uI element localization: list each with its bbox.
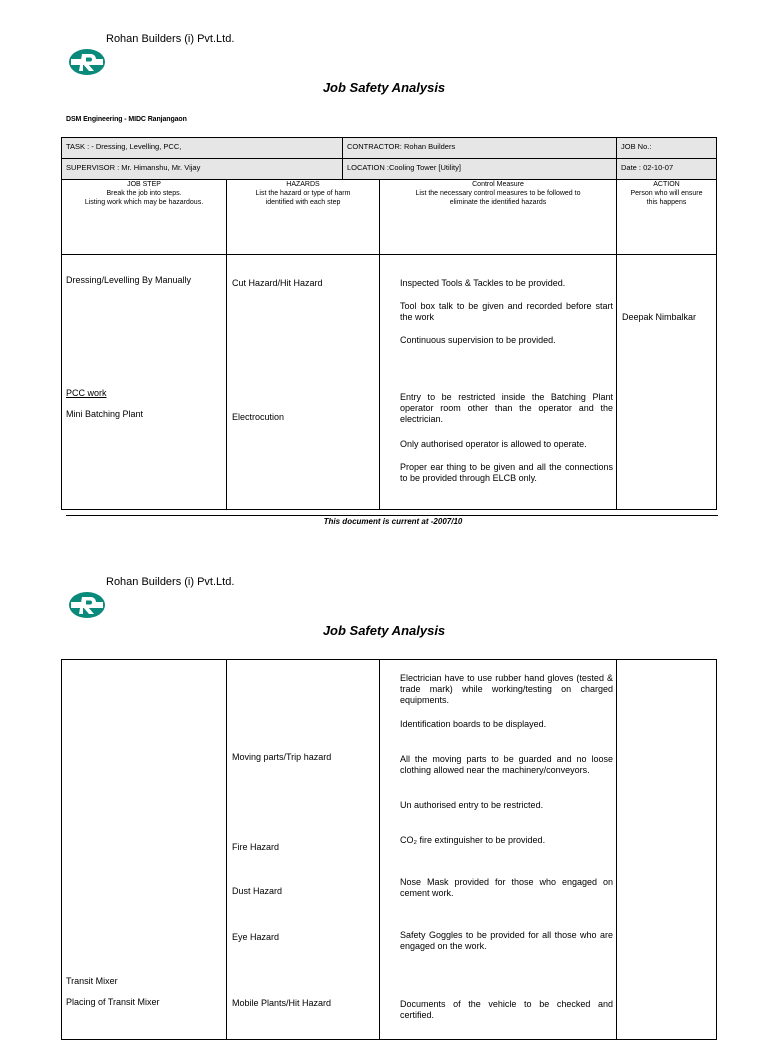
control-nose-mask: Nose Mask provided for those who engaged on cement work. (400, 877, 613, 898)
hazard-eye: Eye Hazard (232, 932, 280, 942)
hazard-moving-parts: Moving parts/Trip hazard (232, 752, 332, 762)
supervisor-cell: SUPERVISOR : Mr. Himanshu, Mr. Vijay (62, 159, 343, 180)
company-logo-page2 (68, 591, 106, 619)
footer-divider (66, 515, 718, 516)
hazard-cell (227, 255, 380, 510)
column-header-job-step: JOB STEP Break the job into steps. Listing work which may be hazardous. (62, 180, 227, 255)
location-cell: LOCATION :Cooling Tower [Utility] (343, 159, 617, 180)
company-name-page2: Rohan Builders (i) Pvt.Ltd. (106, 576, 235, 588)
control-fire-extinguisher: CO₂ fire extinguisher to be provided. (400, 835, 546, 845)
hazard-cut: Cut Hazard/Hit Hazard (232, 278, 323, 288)
jsa-table-page2 (61, 659, 717, 1040)
action-person: Deepak Nimbalkar (622, 312, 697, 322)
control-supervision: Continuous supervision to be provided. (400, 335, 556, 345)
job-no-cell: JOB No.: (617, 138, 717, 159)
control-cell-page2 (380, 660, 617, 1040)
client-name: DSM Engineering - MIDC Ranjangaon (66, 116, 187, 123)
control-unauthorised-entry: Un authorised entry to be restricted. (400, 800, 544, 810)
date-cell: Date : 02-10-07 (617, 159, 717, 180)
hazard-dust: Dust Hazard (232, 886, 283, 896)
step-dressing: Dressing/Levelling By Manually (66, 275, 192, 285)
company-name: Rohan Builders (i) Pvt.Ltd. (106, 33, 235, 45)
control-cell (380, 255, 617, 510)
column-header-control-measure: Control Measure List the necessary control measures to be followed to eliminate the identified hazards (380, 180, 617, 255)
action-cell-page2 (617, 660, 717, 1040)
step-pcc-heading: PCC work (66, 388, 107, 398)
control-entry-restricted: Entry to be restricted inside the Batching Plant operator room other than the operator and the electrician. (400, 392, 613, 424)
document-title: Job Safety Analysis (322, 80, 446, 95)
column-header-action: ACTION Person who will ensure this happens (617, 180, 717, 255)
hazard-electrocution: Electrocution (232, 412, 285, 422)
hazard-mobile-plants: Mobile Plants/Hit Hazard (232, 998, 332, 1008)
contractor-cell: CONTRACTOR: Rohan Builders (343, 138, 617, 159)
document-title-page2: Job Safety Analysis (322, 623, 446, 638)
job-step-cell (62, 255, 227, 510)
column-header-hazards: HAZARDS List the hazard or type of harm identified with each step (227, 180, 380, 255)
job-step-cell-page2 (62, 660, 227, 1040)
control-toolbox-talk: Tool box talk to be given and recorded before start the work (400, 301, 613, 322)
task-cell: TASK : - Dressing, Levelling, PCC, (62, 138, 343, 159)
control-vehicle-documents: Documents of the vehicle to be checked and certified. (400, 999, 613, 1020)
control-rubber-gloves: Electrician have to use rubber hand gloves (tested & trade mark) while working/testing on charged equipments. (400, 673, 613, 705)
step-transit-mixer: Transit Mixer (66, 976, 118, 986)
step-mini-batching: Mini Batching Plant (66, 409, 144, 419)
hazard-cell-page2 (227, 660, 380, 1040)
jsa-table-page1 (61, 179, 717, 510)
control-identification-boards: Identification boards to be displayed. (400, 719, 547, 729)
control-guard-moving-parts: All the moving parts to be guarded and no loose clothing allowed near the machinery/conveyors. (400, 754, 613, 775)
control-safety-goggles: Safety Goggles to be provided for all those who are engaged on the work. (400, 930, 613, 951)
footer-note: This document is current at -2007/10 (323, 517, 463, 526)
action-cell (617, 255, 717, 510)
hazard-fire: Fire Hazard (232, 842, 280, 852)
jsa-header-table (61, 137, 717, 180)
control-authorised-operator: Only authorised operator is allowed to operate. (400, 439, 587, 449)
company-logo (68, 48, 106, 76)
step-placing-transit-mixer: Placing of Transit Mixer (66, 997, 160, 1007)
control-tools: Inspected Tools & Tackles to be provided. (400, 278, 566, 288)
control-earthing-elcb: Proper ear thing to be given and all the connections to be provided through ELCB only. (400, 462, 613, 483)
